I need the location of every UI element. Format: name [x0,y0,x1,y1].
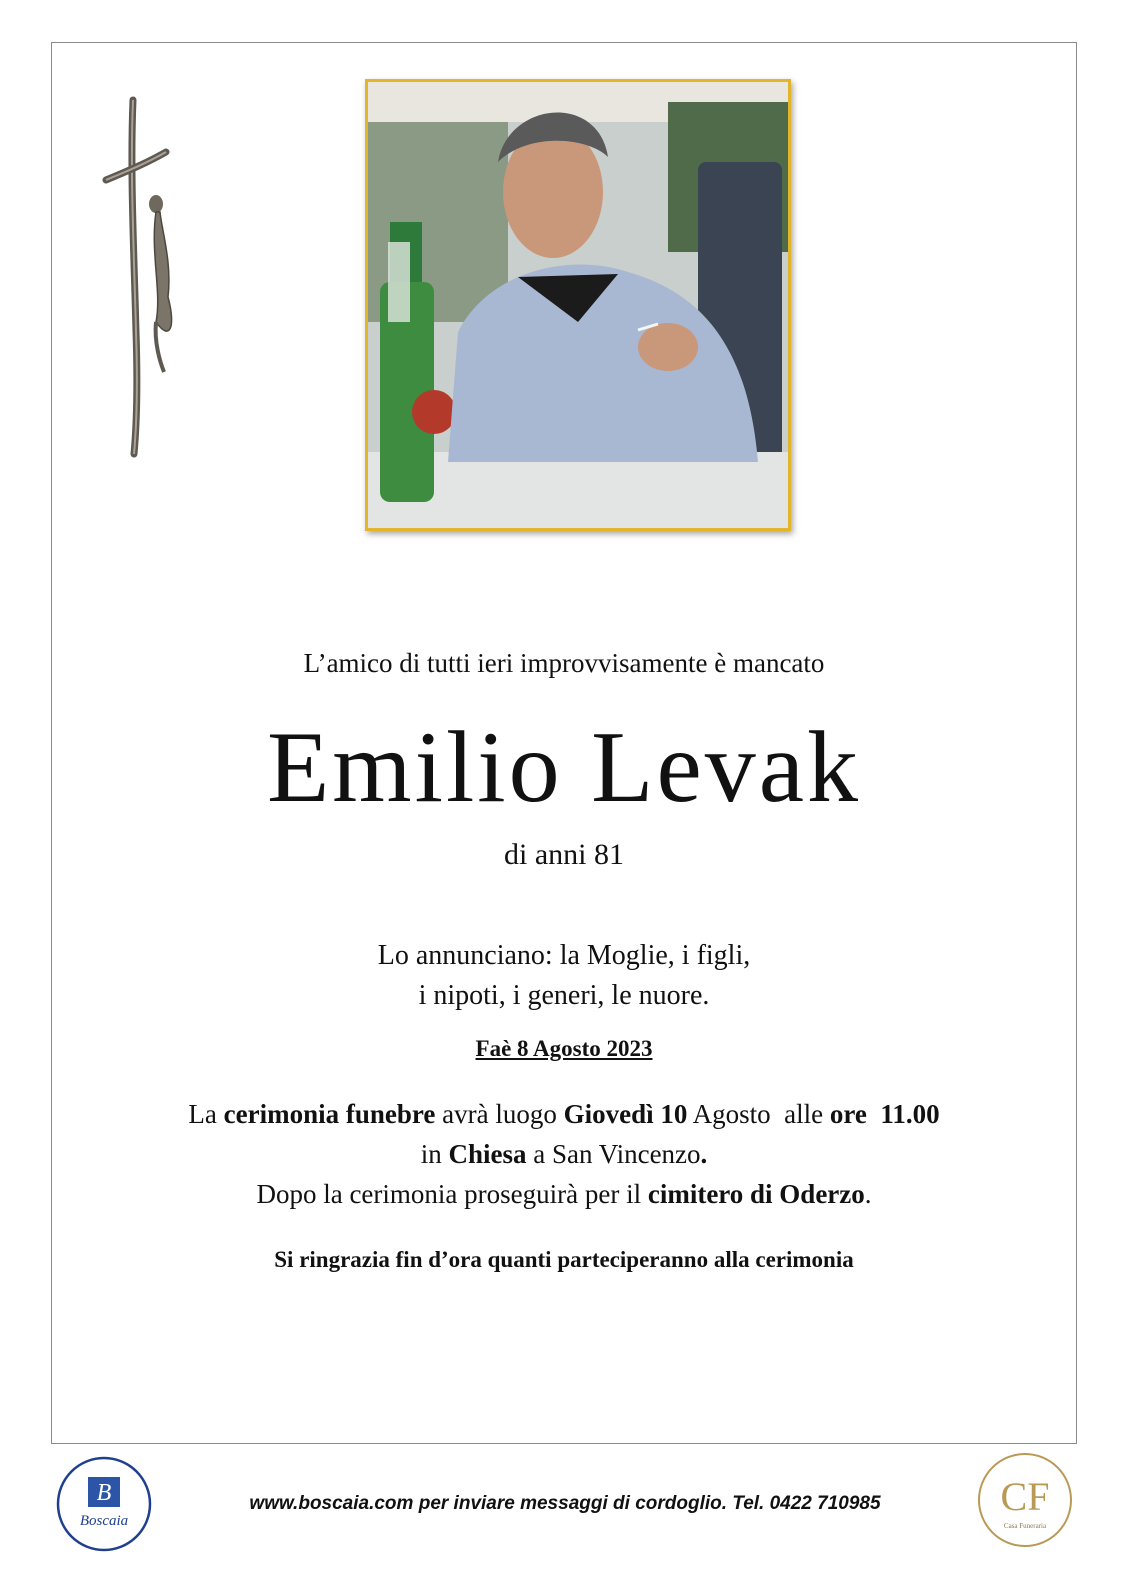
announce-line: Lo annunciano: la Moglie, i figli, [377,940,751,971]
casa-funeraria-logo [975,1450,1075,1550]
ceremony-line: Dopo la cerimonia proseguirà per il cimitero di Oderzo. [256,1179,872,1209]
intro-text: L’amico di tutti ieri improvvisamente è mancato [303,648,825,678]
footer-contact: www.boscaia.com per inviare messaggi di cordoglio. Tel. 0422 710985 [249,1493,881,1514]
ceremony-line: in Chiesa a San Vincenzo. [420,1139,708,1169]
ceremony-block [51,1094,1077,1214]
svg-text:CF: CF [1000,1474,1050,1519]
death-date: Faè 8 Agosto 2023 [475,1036,653,1061]
svg-text:Boscaia: Boscaia [79,1513,129,1529]
announce-line: i nipoti, i generi, le nuore. [418,980,710,1011]
crucifix-icon [100,92,190,464]
ceremony-line: La cerimonia funebre avrà luogo Giovedì 10 Agosto alle ore 11.00 [188,1099,940,1129]
thanks-text: Si ringrazia fin d’ora quanti parteciperanno alla cerimonia [274,1247,854,1272]
boscaia-logo [55,1455,153,1553]
svg-text:B: B [96,1480,112,1506]
announce-block [51,936,1077,1016]
portrait-photo [365,79,791,531]
age-text: di anni 81 [504,838,624,871]
svg-text:Casa Funeraria: Casa Funeraria [1003,1522,1047,1530]
deceased-name: Emilio Levak [266,711,861,824]
